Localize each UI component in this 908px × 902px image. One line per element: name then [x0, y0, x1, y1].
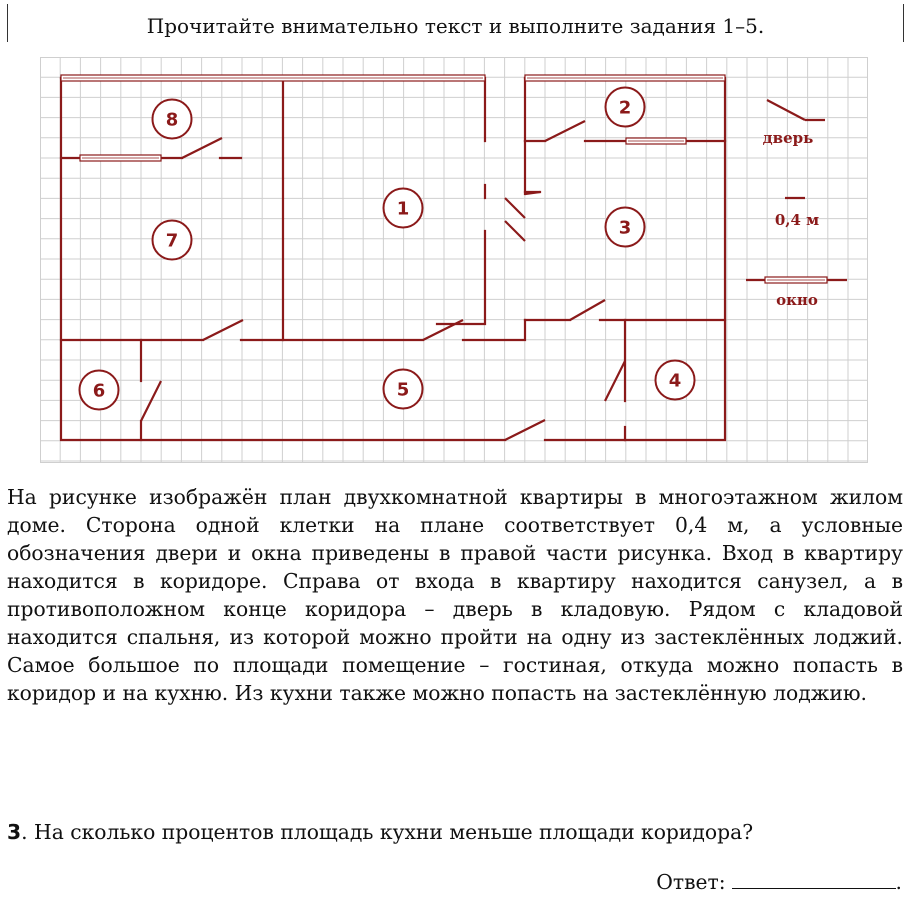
room-number: 1 [396, 198, 410, 220]
plan-legend [746, 100, 847, 309]
legend-window-label: окно [776, 291, 818, 309]
room-marker-2 [606, 88, 645, 127]
room-marker-4 [656, 361, 695, 400]
instruction-text: Прочитайте внимательно текст и выполните задания 1–5. [146, 14, 765, 38]
door-symbol [505, 198, 525, 218]
room-number: 2 [618, 97, 632, 119]
door-symbol [570, 300, 605, 320]
room-marker-7 [153, 221, 192, 260]
room-marker-8 [153, 100, 192, 139]
answer-input-line[interactable] [732, 868, 896, 889]
room-number: 8 [165, 109, 179, 131]
answer-end: . [895, 870, 902, 894]
room-marker-5 [384, 370, 423, 409]
room-marker-3 [606, 208, 645, 247]
question-3 [7, 818, 903, 846]
room-number: 4 [668, 370, 682, 392]
question-text: . На сколько процентов площадь кухни меньше площади коридора? [21, 820, 754, 844]
door-symbol [141, 381, 161, 421]
room-number: 5 [396, 379, 410, 401]
room-marker-1 [384, 189, 423, 228]
room-markers [80, 88, 695, 410]
wall-segment [61, 78, 485, 141]
door-symbol [203, 320, 243, 340]
floor-plan [40, 57, 868, 463]
task-description: На рисунке изображён план двухкомнатной квартиры в многоэтажном жилом доме. Сторона одной клетки на плане соответствует 0,4 м, а условные обозначения двери и окна приведены в правой части рисунка. Вход в квартиру находится в коридоре. Справа от входа в квартиру находится санузел, а в противоположном конце коридора – дверь в кладовую. Рядом с кладовой находится спальня, из которой можно пройти на одну из застеклённых лоджий. Самое большое по площади помещение – гостиная, откуда можно попасть в коридор и на кухню. Из кухни также можно попасть на застеклённую лоджию. [7, 485, 903, 705]
instruction-header [7, 4, 904, 42]
door-symbol [505, 221, 525, 241]
legend-door-label: дверь [762, 129, 814, 147]
room-number: 7 [165, 230, 179, 252]
room-marker-6 [80, 371, 119, 410]
legend-door-symbol [767, 100, 805, 120]
legend-scale-label: 0,4 м [774, 211, 820, 229]
room-number: 6 [92, 380, 106, 402]
door-symbol [605, 361, 625, 401]
room-number: 3 [618, 217, 632, 239]
question-number: 3 [7, 820, 22, 844]
answer-label: Ответ: [656, 870, 726, 894]
answer-row [656, 868, 902, 896]
